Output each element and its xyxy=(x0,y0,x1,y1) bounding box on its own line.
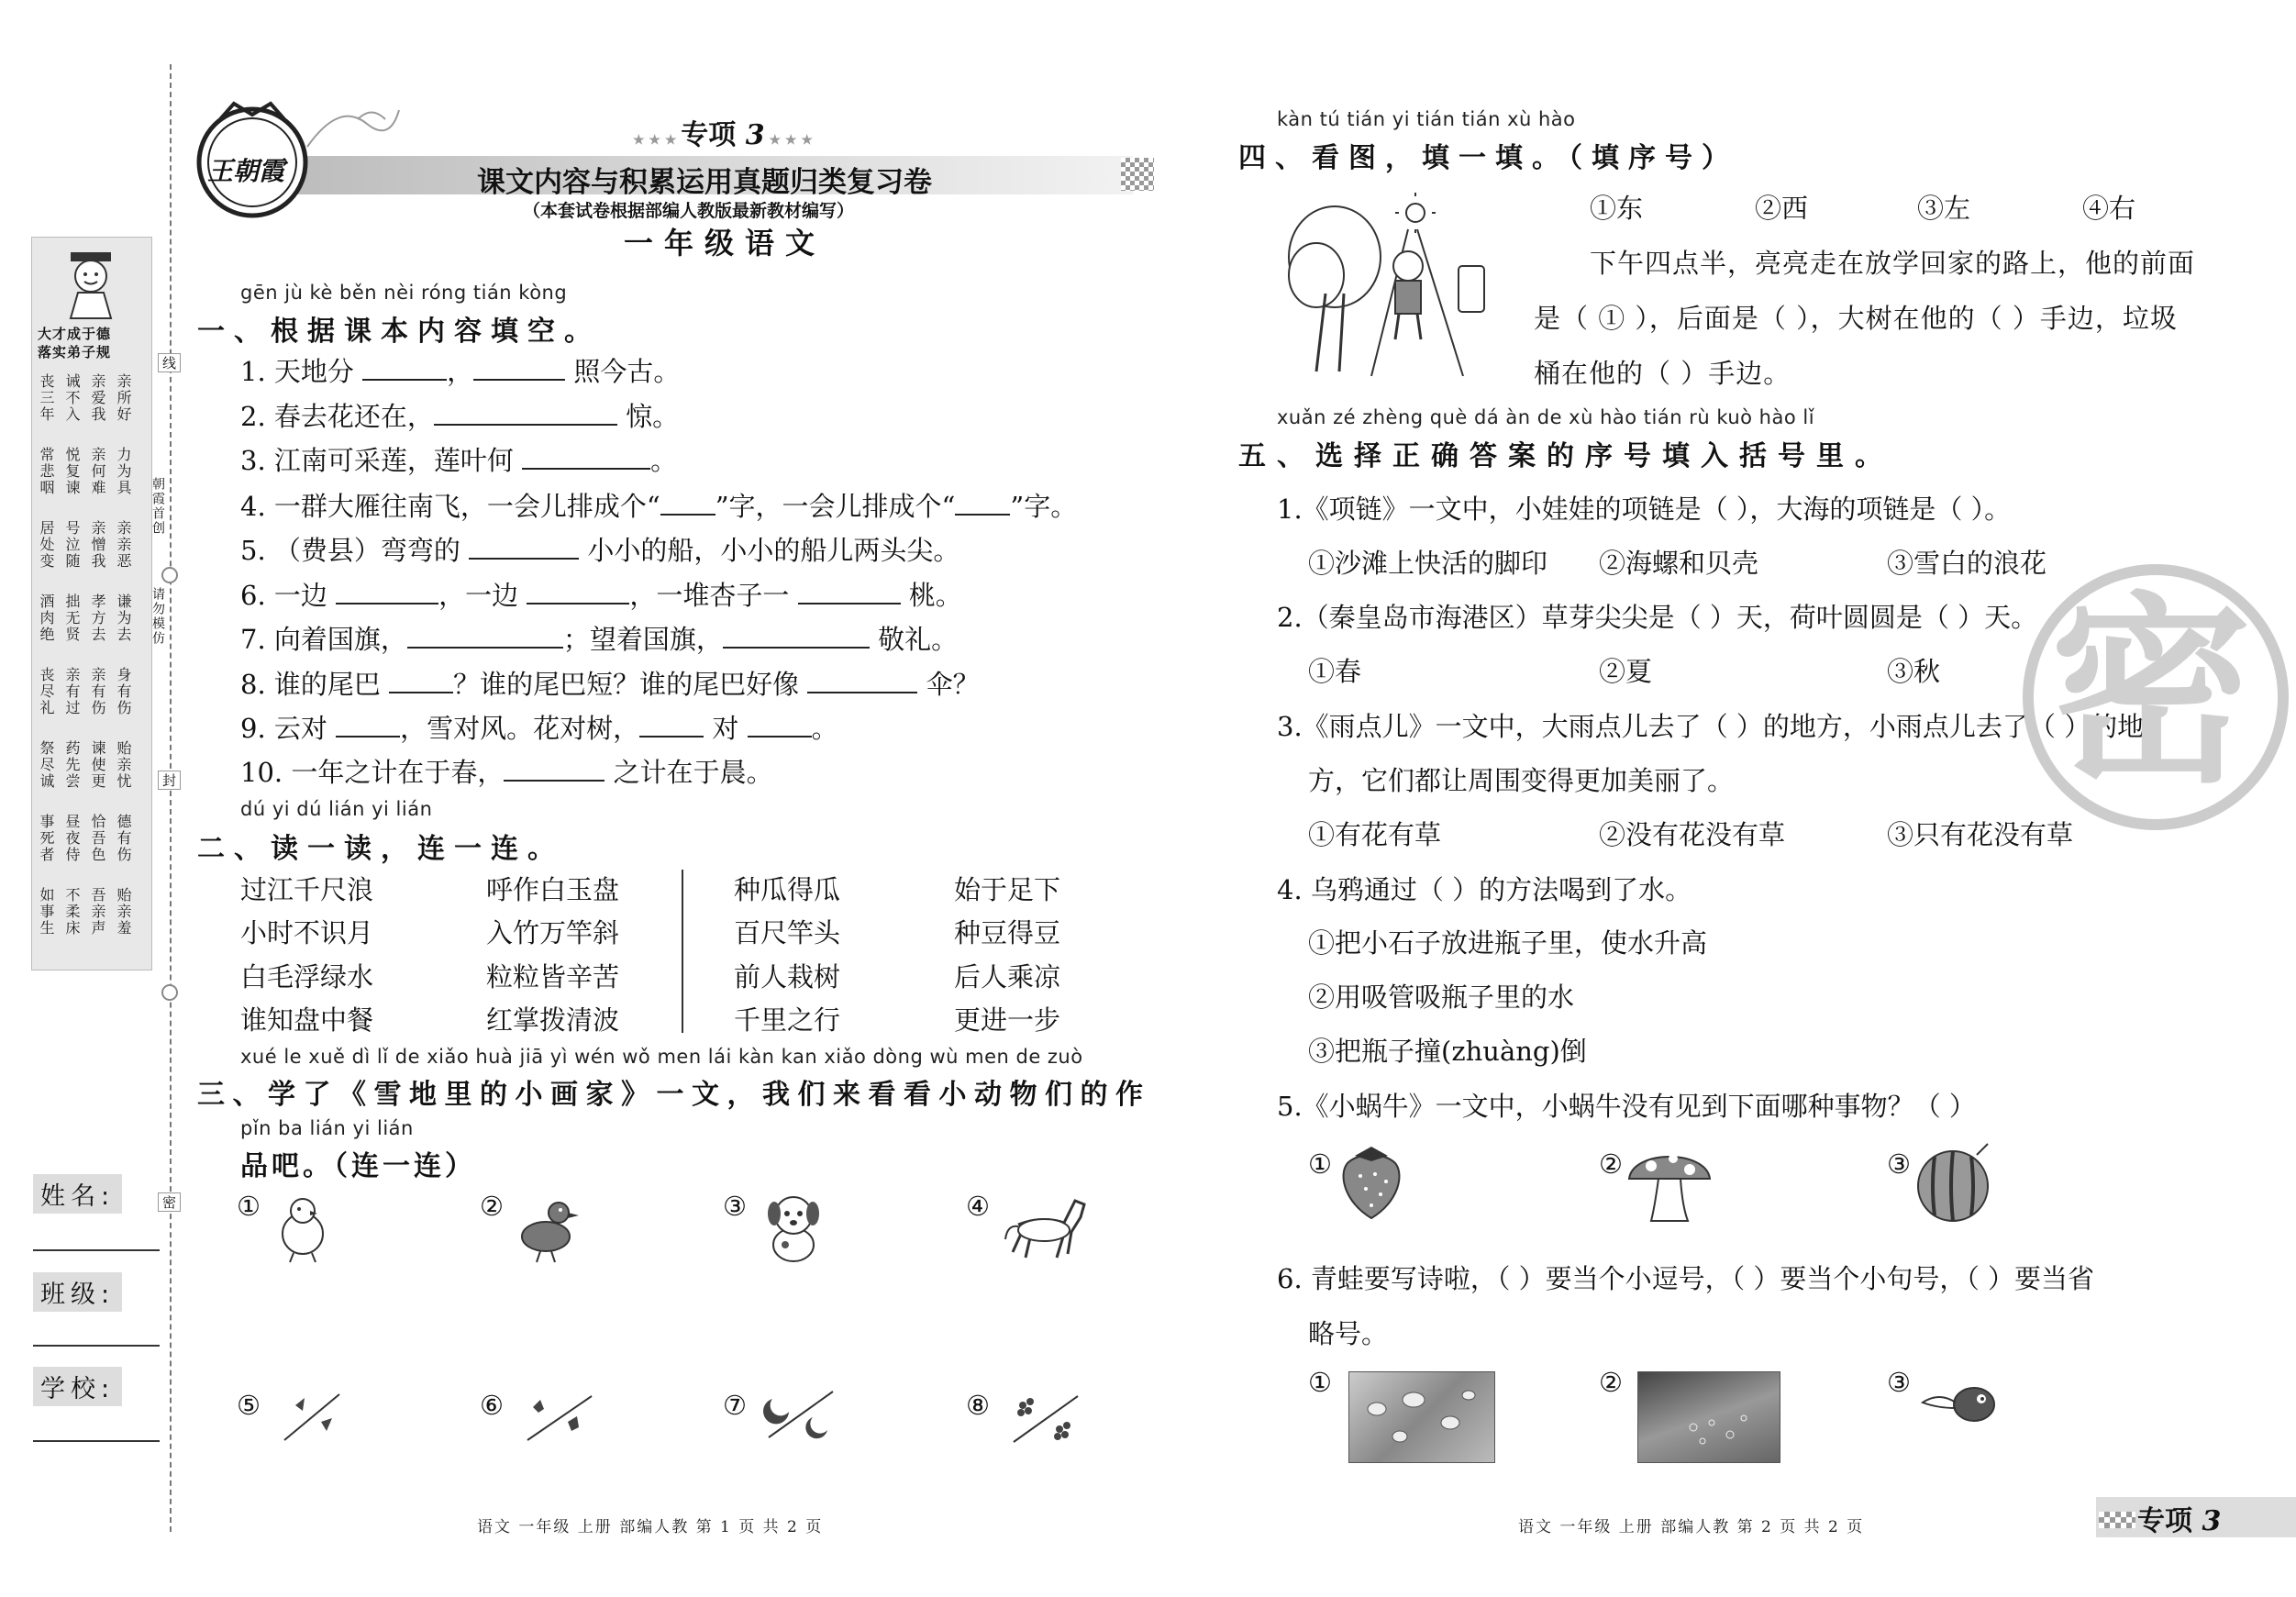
school-field[interactable] xyxy=(33,1440,160,1442)
footer-left: 语文 一年级 上册 部编人教 第 1 页 共 2 页 xyxy=(477,1518,824,1536)
q1-pinyin: gēn jù kè běn nèi róng tián kòng xyxy=(240,282,568,304)
q2-col1-2[interactable]: 小时不识月 xyxy=(240,917,374,948)
q4-option-3: ③左 xyxy=(1917,193,1971,224)
water-drops-photo[interactable] xyxy=(1348,1371,1495,1463)
street-scene-illustration xyxy=(1280,193,1500,376)
q4-text-2[interactable]: 是（ ① ），后面是（ ），大树在他的（ ）手边，垃圾 xyxy=(1534,303,2178,334)
maple-leaf-print-icon[interactable] xyxy=(518,1385,601,1449)
sidebar-verse: 亲所好 xyxy=(115,373,132,423)
sidebar-verses xyxy=(38,373,146,960)
q2-col4-4[interactable]: 更进一步 xyxy=(954,1004,1061,1036)
scholar-cartoon-icon xyxy=(54,247,128,320)
q4-option-1: ①东 xyxy=(1590,193,1644,224)
q1-item-1: 1. 天地分 ， 照今古。 xyxy=(240,356,681,387)
blank[interactable] xyxy=(798,579,901,604)
q5-q1-option-1: ①沙滩上快活的脚印 xyxy=(1308,548,1548,579)
side-mark-warning: 请勿模仿 xyxy=(150,587,165,646)
sidebar-verse: 诫不入 xyxy=(63,373,81,423)
sidebar-verse: 亲憎我 xyxy=(89,520,106,570)
sidebar-verse: 居处变 xyxy=(38,520,55,570)
q5-q6-num-2: ② xyxy=(1599,1367,1623,1398)
sidebar-verse: 丧三年 xyxy=(38,373,55,423)
q2-divider xyxy=(682,870,683,1033)
sidebar-verse: 亲爱我 xyxy=(89,373,106,423)
grade-title: 一年级语文 xyxy=(624,226,826,261)
watermelon-icon[interactable] xyxy=(1913,1142,1995,1225)
plum-blossom-print-icon[interactable] xyxy=(1004,1385,1087,1449)
q4-pinyin: kàn tú tián yi tián tián xù hào xyxy=(1277,108,1576,130)
name-field[interactable] xyxy=(33,1249,160,1251)
q5-question-6b: 略号。 xyxy=(1308,1318,1389,1349)
stamp-text: 密 xyxy=(2050,575,2253,810)
q2-col2-2[interactable]: 入竹万竿斜 xyxy=(486,917,620,948)
logo-text: 王朝霞 xyxy=(207,156,285,186)
name-label: 姓名: xyxy=(33,1174,122,1214)
star-icon: ★ ★ ★ xyxy=(633,133,682,148)
secret-stamp xyxy=(2023,564,2289,830)
blank[interactable] xyxy=(660,490,715,516)
horse-icon[interactable] xyxy=(1000,1188,1092,1270)
sidebar-verse: 祭尽诚 xyxy=(38,740,55,790)
q2-col4-1[interactable]: 始于足下 xyxy=(954,874,1061,905)
q2-pinyin: dú yi dú lián yi lián xyxy=(240,798,433,820)
q2-col4-3[interactable]: 后人乘凉 xyxy=(954,961,1061,993)
strawberry-icon[interactable] xyxy=(1335,1137,1408,1220)
bamboo-leaf-print-icon[interactable] xyxy=(275,1385,349,1449)
sidebar-verse: 酒肉绝 xyxy=(38,593,55,643)
q5-title: 五、选择正确答案的序号填入括号里。 xyxy=(1238,440,1893,472)
sidebar-verse: 昼夜侍 xyxy=(63,814,81,863)
sidebar-verse: 亲何难 xyxy=(89,447,106,496)
q2-col1-3[interactable]: 白毛浮绿水 xyxy=(240,961,374,993)
sidebar-verse: 身有伤 xyxy=(115,667,132,716)
blank[interactable] xyxy=(723,623,870,649)
sidebar-verse: 亲有过 xyxy=(63,667,81,716)
page-subtitle: （本套试卷根据部编人教版最新教材编写） xyxy=(523,201,855,221)
blank[interactable] xyxy=(807,668,917,693)
q5-q4-option-2: ②用吸管吸瓶子里的水 xyxy=(1308,981,1575,1013)
blank[interactable] xyxy=(504,756,605,782)
q5-q3-option-2: ②没有花没有草 xyxy=(1599,819,1786,850)
sidebar-verse: 拙无贤 xyxy=(63,593,81,643)
q2-col2-4[interactable]: 红掌拨清波 xyxy=(486,1004,620,1036)
footer-right: 语文 一年级 上册 部编人教 第 2 页 共 2 页 xyxy=(1518,1518,1865,1536)
side-mark-seal: 封 xyxy=(158,771,181,790)
q1-item-4: 4. 一群大雁往南飞，一会儿排成个“ ”字，一会儿排成个“ ”字。 xyxy=(240,491,1078,522)
q3-title-2: 品吧。（连一连） xyxy=(240,1150,476,1182)
sidebar-verse: 悦复谏 xyxy=(63,447,81,496)
q1-item-10: 10. 一年之计在于春， 之计在于晨。 xyxy=(240,757,773,788)
q5-question-3a[interactable]: 3.《雨点儿》一文中，大雨点儿去了（ ）的地方，小雨点儿去了（ ）的地 xyxy=(1277,711,2145,742)
blank[interactable] xyxy=(473,355,565,381)
q4-option-2: ②西 xyxy=(1755,193,1809,224)
q2-col2-3[interactable]: 粒粒皆辛苦 xyxy=(486,961,620,993)
footer-squares xyxy=(2099,1512,2135,1528)
q1-item-5: 5. （费县）弯弯的 小小的船，小小的船儿两头尖。 xyxy=(240,535,960,566)
class-field[interactable] xyxy=(33,1345,160,1347)
q5-question-5[interactable]: 5.《小蜗牛》一文中，小蜗牛没有见到下面哪种事物？（ ） xyxy=(1277,1091,1976,1122)
sidebar-verse: 亲有伤 xyxy=(89,667,106,716)
q4-title: 四、看图，填一填。（填序号） xyxy=(1238,142,1738,174)
sidebar-verse: 不柔床 xyxy=(63,887,81,937)
q1-item-7: 7. 向着国旗， ；望着国旗， 敬礼。 xyxy=(240,624,959,655)
sidebar-verse: 如事生 xyxy=(38,887,55,937)
side-mark-line: 线 xyxy=(158,353,181,372)
q4-option-4: ④右 xyxy=(2082,193,2136,224)
blank[interactable] xyxy=(639,712,704,738)
q5-q6-num-3: ③ xyxy=(1887,1367,1911,1398)
sidebar-caption-2: 落实弟子规 xyxy=(38,344,112,360)
q3-print-num-8: ⑧ xyxy=(966,1390,990,1421)
chick-icon[interactable] xyxy=(266,1192,339,1266)
sidebar-caption-1: 大才成于德 xyxy=(38,326,112,342)
dog-icon[interactable] xyxy=(752,1188,835,1270)
blank[interactable] xyxy=(522,444,650,470)
q5-q5-num-2: ② xyxy=(1599,1148,1623,1180)
q5-q6-num-1: ① xyxy=(1308,1367,1332,1398)
sidebar-verse: 恰吾色 xyxy=(89,814,106,863)
q2-col3-2[interactable]: 百尺竿头 xyxy=(734,917,841,948)
sidebar-verse: 号泣随 xyxy=(63,520,81,570)
q3-print-num-5: ⑤ xyxy=(237,1390,261,1421)
blank[interactable] xyxy=(389,668,453,693)
q1-item-9: 9. 云对 ，雪对风。花对树， 对 。 xyxy=(240,713,838,744)
binding-hole-1 xyxy=(161,567,178,583)
footer-tag-text: 专项 3 xyxy=(2137,1505,2222,1537)
blank[interactable] xyxy=(469,534,579,560)
q2-title: 二、读一读，连一连。 xyxy=(197,833,564,865)
sidebar-verse: 力为具 xyxy=(115,447,132,496)
blank[interactable] xyxy=(362,355,447,381)
q1-item-8: 8. 谁的尾巴 ？谁的尾巴短？谁的尾巴好像 伞？ xyxy=(240,669,980,700)
q3-animal-num-3: ③ xyxy=(723,1191,747,1222)
q1-title: 一、根据课本内容填空。 xyxy=(197,316,601,348)
q2-col4-2[interactable]: 种豆得豆 xyxy=(954,917,1061,948)
q2-col3-3[interactable]: 前人栽树 xyxy=(734,961,841,993)
q2-col2-1[interactable]: 呼作白玉盘 xyxy=(486,874,620,905)
sidebar-verse: 事死者 xyxy=(38,814,55,863)
crescent-print-icon[interactable] xyxy=(760,1381,842,1445)
sidebar-verse: 孝方去 xyxy=(89,593,106,643)
special-text: 专项 xyxy=(681,119,737,151)
star-icon: ★ ★ ★ xyxy=(764,133,813,148)
q5-question-3b: 方，它们都让周围变得更加美丽了。 xyxy=(1308,765,1735,796)
bubbles-photo[interactable] xyxy=(1637,1371,1780,1463)
q5-q3-option-1: ①有花有草 xyxy=(1308,819,1442,850)
sidebar-panel xyxy=(31,237,152,970)
blank[interactable] xyxy=(748,712,812,738)
q5-question-1[interactable]: 1.《项链》一文中，小娃娃的项链是（ ），大海的项链是（ ）。 xyxy=(1277,494,2012,525)
class-label: 班级: xyxy=(33,1272,122,1312)
q5-question-4[interactable]: 4. 乌鸦通过（ ）的方法喝到了水。 xyxy=(1277,874,1692,905)
q5-question-6a[interactable]: 6. 青蛙要写诗啦，（ ）要当个小逗号，（ ）要当个小句号，（ ）要当省 xyxy=(1277,1263,2095,1294)
binding-hole-2 xyxy=(161,984,178,1001)
q5-q4-option-1: ①把小石子放进瓶子里，使水升高 xyxy=(1308,927,1708,959)
sidebar-verse: 丧尽礼 xyxy=(38,667,55,716)
q1-item-2: 2. 春去花还在， 惊。 xyxy=(240,401,680,432)
blank[interactable] xyxy=(955,490,1010,516)
q5-q2-option-2: ②夏 xyxy=(1599,656,1653,687)
binding-dashed-line xyxy=(170,64,172,1532)
q5-q3-option-3: ③只有花没有草 xyxy=(1887,819,2074,850)
q1-item-6: 6. 一边 ，一边 ，一堆杏子一 桃。 xyxy=(240,580,962,611)
q2-col1-1[interactable]: 过江千尺浪 xyxy=(240,874,374,905)
q5-q1-option-3: ③雪白的浪花 xyxy=(1887,548,2047,579)
ribbon-decoration xyxy=(303,101,404,156)
q1-item-3: 3. 江南可采莲，莲叶何 。 xyxy=(240,445,678,476)
q3-animal-num-2: ② xyxy=(480,1191,504,1222)
side-mark-brand: 朝霞首创 xyxy=(150,477,165,536)
q4-text-1: 下午四点半，亮亮走在放学回家的路上，他的前面 xyxy=(1590,248,2196,279)
sidebar-verse: 药先尝 xyxy=(63,740,81,790)
sidebar-verse: 常悲咽 xyxy=(38,447,55,496)
sidebar-verse: 谏使更 xyxy=(89,740,106,790)
q5-pinyin: xuǎn zé zhèng què dá àn de xù hào tián rù kuò hào lǐ xyxy=(1277,406,1815,428)
blank[interactable] xyxy=(434,400,617,426)
mushroom-icon[interactable] xyxy=(1624,1142,1715,1225)
sidebar-verse: 贻亲忧 xyxy=(115,740,132,790)
q3-print-num-7: ⑦ xyxy=(723,1390,747,1421)
q5-q2-option-1: ①春 xyxy=(1308,656,1362,687)
q3-pinyin-1: xué le xuě dì lǐ de xiǎo huà jiā yì wén wǒ men lái kàn kan xiǎo dòng wù men de zuò xyxy=(240,1046,1083,1068)
side-mark-secret: 密 xyxy=(158,1192,181,1212)
blank[interactable] xyxy=(527,579,629,604)
q5-q5-num-3: ③ xyxy=(1887,1148,1911,1180)
blank[interactable] xyxy=(336,712,400,738)
q2-col3-4[interactable]: 千里之行 xyxy=(734,1004,841,1036)
sidebar-verse: 亲亲恶 xyxy=(115,520,132,570)
sidebar-verse: 吾亲声 xyxy=(89,887,106,937)
q5-question-2[interactable]: 2.（秦皇岛市海港区）草芽尖尖是（ ）天，荷叶圆圆是（ ）天。 xyxy=(1277,602,2038,633)
sidebar-verse: 贻亲羞 xyxy=(115,887,132,937)
q5-q2-option-3: ③秋 xyxy=(1887,656,1941,687)
q3-print-num-6: ⑥ xyxy=(480,1390,504,1421)
duck-icon[interactable] xyxy=(509,1192,582,1266)
q5-q4-option-3: ③把瓶子撞(zhuàng)倒 xyxy=(1308,1036,1587,1067)
sidebar-verse: 谦为去 xyxy=(115,593,132,643)
q3-animal-num-1: ① xyxy=(237,1191,261,1222)
q5-q5-num-1: ① xyxy=(1308,1148,1332,1180)
page-title: 课文内容与积累运用真题归类复习卷 xyxy=(477,166,932,199)
tadpole-icon[interactable] xyxy=(1917,1371,2009,1436)
checker-pattern xyxy=(1121,158,1154,191)
special-label xyxy=(633,112,813,152)
q2-col3-1[interactable]: 种瓜得瓜 xyxy=(734,874,841,905)
special-number: 3 xyxy=(745,119,765,151)
q4-text-3[interactable]: 桶在他的（ ）手边。 xyxy=(1534,358,1791,389)
blank[interactable] xyxy=(407,623,563,649)
q3-animal-num-4: ④ xyxy=(966,1191,990,1222)
q3-pinyin-2: pǐn ba lián yi lián xyxy=(240,1117,414,1139)
q5-q1-option-2: ②海螺和贝壳 xyxy=(1599,548,1759,579)
school-label: 学校: xyxy=(33,1367,122,1406)
sidebar-verse: 德有伤 xyxy=(115,814,132,863)
q3-title-1: 三、学了《雪地里的小画家》一文，我们来看看小动物们的作 xyxy=(197,1079,1151,1111)
q2-col1-4[interactable]: 谁知盘中餐 xyxy=(240,1004,374,1036)
blank[interactable] xyxy=(336,579,438,604)
